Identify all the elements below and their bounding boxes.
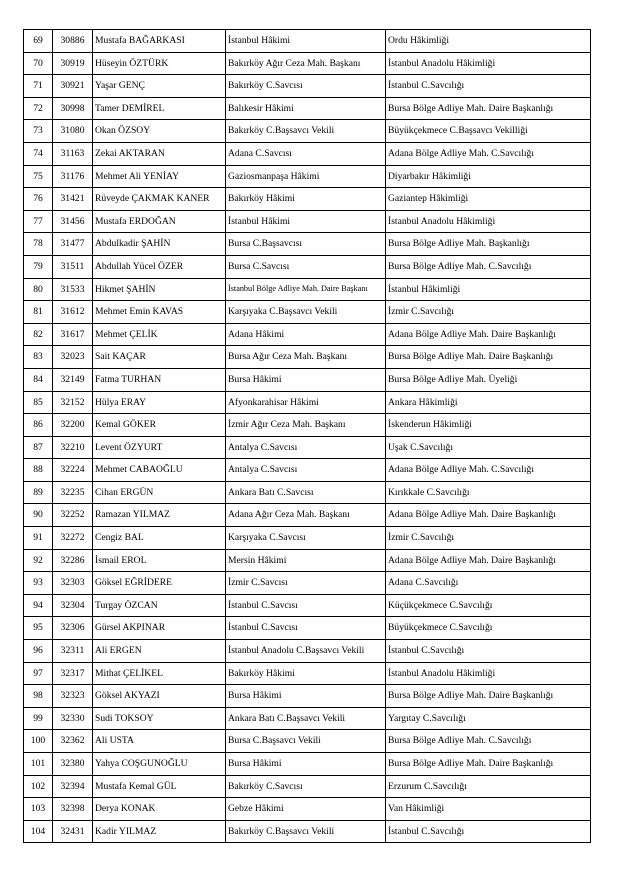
registry-number: 31456 (53, 210, 93, 233)
registry-number: 32362 (53, 730, 93, 753)
table-row (24, 594, 591, 617)
new-post: İstanbul C.Savcılığı (386, 75, 591, 98)
registry-number: 31176 (53, 165, 93, 188)
registry-number: 32398 (53, 798, 93, 821)
row-number: 74 (24, 142, 53, 165)
person-name: Mustafa BAĞARKASI (93, 30, 226, 53)
previous-post: Bakırköy C.Savcısı (226, 775, 386, 798)
new-post: Adana C.Savcılığı (386, 572, 591, 595)
new-post: İzmir C.Savcılığı (386, 301, 591, 324)
registry-number: 32210 (53, 436, 93, 459)
registry-number: 31080 (53, 120, 93, 143)
new-post: Kırıkkale C.Savcılığı (386, 481, 591, 504)
person-name: Göksel EĞRİDERE (93, 572, 226, 595)
previous-post: Karşıyaka C.Savcısı (226, 527, 386, 550)
person-name: Mithat ÇELİKEL (93, 662, 226, 685)
row-number: 97 (24, 662, 53, 685)
row-number: 69 (24, 30, 53, 53)
previous-post: Bursa Hâkimi (226, 368, 386, 391)
table-row (24, 233, 591, 256)
table-row (24, 730, 591, 753)
person-name: Mehmet Ali YENİAY (93, 165, 226, 188)
new-post: Bursa Bölge Adliye Mah. Daire Başkanlığı (386, 346, 591, 369)
previous-post: Bursa Ağır Ceza Mah. Başkanı (226, 346, 386, 369)
previous-post: İstanbul Hâkimi (226, 210, 386, 233)
table-row (24, 662, 591, 685)
new-post: Uşak C.Savcılığı (386, 436, 591, 459)
row-number: 78 (24, 233, 53, 256)
new-post: İstanbul Anadolu Hâkimliği (386, 210, 591, 233)
table-row (24, 120, 591, 143)
registry-number: 31163 (53, 142, 93, 165)
person-name: Mehmet ÇELİK (93, 323, 226, 346)
previous-post: İstanbul Anadolu C.Başsavcı Vekili (226, 640, 386, 663)
person-name: Mehmet CABAOĞLU (93, 459, 226, 482)
registry-number: 32311 (53, 640, 93, 663)
person-name: Hüseyin ÖZTÜRK (93, 52, 226, 75)
table-row (24, 97, 591, 120)
person-name: Göksel AKYAZI (93, 685, 226, 708)
table-row (24, 549, 591, 572)
registry-number: 32023 (53, 346, 93, 369)
person-name: İsmail EROL (93, 549, 226, 572)
new-post: Bursa Bölge Adliye Mah. C.Savcılığı (386, 730, 591, 753)
previous-post: Bakırköy Ağır Ceza Mah. Başkanı (226, 52, 386, 75)
table-row (24, 617, 591, 640)
new-post: Bursa Bölge Adliye Mah. Daire Başkanlığı (386, 97, 591, 120)
new-post: Adana Bölge Adliye Mah. Daire Başkanlığı (386, 323, 591, 346)
table-body (24, 30, 591, 843)
new-post: Adana Bölge Adliye Mah. Daire Başkanlığı (386, 549, 591, 572)
row-number: 87 (24, 436, 53, 459)
row-number: 98 (24, 685, 53, 708)
previous-post: Bakırköy Hâkimi (226, 662, 386, 685)
document-page (23, 29, 590, 843)
previous-post: Adana Ağır Ceza Mah. Başkanı (226, 504, 386, 527)
row-number: 75 (24, 165, 53, 188)
previous-post: Bursa C.Savcısı (226, 255, 386, 278)
person-name: Mustafa Kemal GÜL (93, 775, 226, 798)
registry-number: 31477 (53, 233, 93, 256)
person-name: Kemal GÖKER (93, 414, 226, 437)
table-row (24, 323, 591, 346)
new-post: Yargıtay C.Savcılığı (386, 707, 591, 730)
person-name: Sudi TOKSOY (93, 707, 226, 730)
new-post: Bursa Bölge Adliye Mah. C.Savcılığı (386, 255, 591, 278)
table-row (24, 368, 591, 391)
table-row (24, 414, 591, 437)
row-number: 72 (24, 97, 53, 120)
row-number: 70 (24, 52, 53, 75)
table-row (24, 481, 591, 504)
new-post: Adana Bölge Adliye Mah. C.Savcılığı (386, 142, 591, 165)
person-name: Abdullah Yücel ÖZER (93, 255, 226, 278)
row-number: 100 (24, 730, 53, 753)
new-post: Küçükçekmece C.Savcılığı (386, 594, 591, 617)
new-post: Büyükçekmece C.Savcılığı (386, 617, 591, 640)
person-name: Yahya COŞGUNOĞLU (93, 753, 226, 776)
row-number: 92 (24, 549, 53, 572)
row-number: 85 (24, 391, 53, 414)
new-post: İskenderun Hâkimliği (386, 414, 591, 437)
person-name: Ali ERGEN (93, 640, 226, 663)
registry-number: 32330 (53, 707, 93, 730)
person-name: Rüveyde ÇAKMAK KANER (93, 188, 226, 211)
new-post: İzmir C.Savcılığı (386, 527, 591, 550)
row-number: 104 (24, 820, 53, 843)
registry-number: 32235 (53, 481, 93, 504)
previous-post: Bursa Hâkimi (226, 685, 386, 708)
registry-number: 31511 (53, 255, 93, 278)
person-name: Kadir YILMAZ (93, 820, 226, 843)
row-number: 103 (24, 798, 53, 821)
new-post: İstanbul Hâkimliği (386, 278, 591, 301)
row-number: 83 (24, 346, 53, 369)
person-name: Hülya ERAY (93, 391, 226, 414)
previous-post: Ankara Batı C.Başsavcı Vekili (226, 707, 386, 730)
table-row (24, 165, 591, 188)
registry-number: 31421 (53, 188, 93, 211)
table-row (24, 188, 591, 211)
registry-number: 32303 (53, 572, 93, 595)
registry-number: 30886 (53, 30, 93, 53)
person-name: Tamer DEMİREL (93, 97, 226, 120)
table-row (24, 210, 591, 233)
row-number: 101 (24, 753, 53, 776)
table-row (24, 527, 591, 550)
person-name: Turgay ÖZCAN (93, 594, 226, 617)
row-number: 86 (24, 414, 53, 437)
registry-number: 32224 (53, 459, 93, 482)
person-name: Okan ÖZSOY (93, 120, 226, 143)
registry-number: 32304 (53, 594, 93, 617)
registry-number: 30919 (53, 52, 93, 75)
new-post: Bursa Bölge Adliye Mah. Daire Başkanlığı (386, 753, 591, 776)
previous-post: Antalya C.Savcısı (226, 436, 386, 459)
person-name: Cihan ERGÜN (93, 481, 226, 504)
person-name: Ramazan YILMAZ (93, 504, 226, 527)
table-row (24, 775, 591, 798)
table-row (24, 753, 591, 776)
person-name: Ali USTA (93, 730, 226, 753)
new-post: Ankara Hâkimliği (386, 391, 591, 414)
previous-post: Bakırköy Hâkimi (226, 188, 386, 211)
previous-post: Bakırköy C.Savcısı (226, 75, 386, 98)
table-row (24, 640, 591, 663)
row-number: 79 (24, 255, 53, 278)
row-number: 81 (24, 301, 53, 324)
registry-number: 32394 (53, 775, 93, 798)
previous-post: Balıkesir Hâkimi (226, 97, 386, 120)
table-row (24, 459, 591, 482)
registry-number: 32152 (53, 391, 93, 414)
row-number: 84 (24, 368, 53, 391)
registry-number: 30998 (53, 97, 93, 120)
previous-post: Bursa Hâkimi (226, 753, 386, 776)
table-row (24, 75, 591, 98)
table-row (24, 346, 591, 369)
table-row (24, 436, 591, 459)
row-number: 90 (24, 504, 53, 527)
new-post: Bursa Bölge Adliye Mah. Daire Başkanlığı (386, 685, 591, 708)
registry-number: 32272 (53, 527, 93, 550)
new-post: İstanbul C.Savcılığı (386, 640, 591, 663)
previous-post: Ankara Batı C.Savcısı (226, 481, 386, 504)
table-row (24, 142, 591, 165)
previous-post: İstanbul C.Savcısı (226, 594, 386, 617)
new-post: Erzurum C.Savcılığı (386, 775, 591, 798)
new-post: İstanbul C.Savcılığı (386, 820, 591, 843)
table-row (24, 301, 591, 324)
row-number: 71 (24, 75, 53, 98)
row-number: 99 (24, 707, 53, 730)
table-row (24, 707, 591, 730)
row-number: 102 (24, 775, 53, 798)
previous-post: Adana Hâkimi (226, 323, 386, 346)
registry-number: 31617 (53, 323, 93, 346)
table-row (24, 278, 591, 301)
row-number: 94 (24, 594, 53, 617)
new-post: Adana Bölge Adliye Mah. Daire Başkanlığı (386, 504, 591, 527)
person-name: Hikmet ŞAHİN (93, 278, 226, 301)
person-name: Zekai AKTARAN (93, 142, 226, 165)
previous-post: Gaziosmanpaşa Hâkimi (226, 165, 386, 188)
table-row (24, 798, 591, 821)
new-post: Bursa Bölge Adliye Mah. Üyeliği (386, 368, 591, 391)
new-post: Ordu Hâkimliği (386, 30, 591, 53)
row-number: 89 (24, 481, 53, 504)
previous-post: Adana C.Savcısı (226, 142, 386, 165)
person-name: Mehmet Emin KAVAS (93, 301, 226, 324)
previous-post: Mersin Hâkimi (226, 549, 386, 572)
new-post: Büyükçekmece C.Başsavcı Vekilliği (386, 120, 591, 143)
previous-post: Afyonkarahisar Hâkimi (226, 391, 386, 414)
person-name: Cengiz BAL (93, 527, 226, 550)
registry-number: 31533 (53, 278, 93, 301)
table-row (24, 52, 591, 75)
table-row (24, 572, 591, 595)
previous-post: İzmir C.Savcısı (226, 572, 386, 595)
previous-post: İstanbul Hâkimi (226, 30, 386, 53)
person-name: Levent ÖZYURT (93, 436, 226, 459)
row-number: 80 (24, 278, 53, 301)
row-number: 73 (24, 120, 53, 143)
registry-number: 30921 (53, 75, 93, 98)
new-post: Adana Bölge Adliye Mah. C.Savcılığı (386, 459, 591, 482)
row-number: 77 (24, 210, 53, 233)
registry-number: 32252 (53, 504, 93, 527)
previous-post: İzmir Ağır Ceza Mah. Başkanı (226, 414, 386, 437)
row-number: 93 (24, 572, 53, 595)
row-number: 76 (24, 188, 53, 211)
registry-number: 32286 (53, 549, 93, 572)
new-post: Bursa Bölge Adliye Mah. Başkanlığı (386, 233, 591, 256)
previous-post: Bursa C.Başsavcısı (226, 233, 386, 256)
person-name: Mustafa ERDOĞAN (93, 210, 226, 233)
registry-number: 32323 (53, 685, 93, 708)
previous-post: İstanbul C.Savcısı (226, 617, 386, 640)
table-row (24, 255, 591, 278)
table-row (24, 685, 591, 708)
row-number: 82 (24, 323, 53, 346)
previous-post: Antalya C.Savcısı (226, 459, 386, 482)
new-post: İstanbul Anadolu Hâkimliği (386, 52, 591, 75)
registry-number: 32200 (53, 414, 93, 437)
row-number: 88 (24, 459, 53, 482)
registry-number: 32431 (53, 820, 93, 843)
row-number: 91 (24, 527, 53, 550)
previous-post: Bakırköy C.Başsavcı Vekili (226, 120, 386, 143)
table-row (24, 30, 591, 53)
previous-post: Karşıyaka C.Başsavcı Vekili (226, 301, 386, 324)
person-name: Gürsel AKPINAR (93, 617, 226, 640)
new-post: Diyarbakır Hâkimliği (386, 165, 591, 188)
new-post: İstanbul Anadolu Hâkimliği (386, 662, 591, 685)
table-row (24, 820, 591, 843)
person-name: Fatma TURHAN (93, 368, 226, 391)
new-post: Van Hâkimliği (386, 798, 591, 821)
previous-post: Bakırköy C.Başsavcı Vekili (226, 820, 386, 843)
person-name: Yaşar GENÇ (93, 75, 226, 98)
registry-number: 32149 (53, 368, 93, 391)
previous-post: Gebze Hâkimi (226, 798, 386, 821)
person-name: Sait KAÇAR (93, 346, 226, 369)
table-row (24, 391, 591, 414)
registry-number: 32306 (53, 617, 93, 640)
row-number: 95 (24, 617, 53, 640)
registry-number: 32317 (53, 662, 93, 685)
appointment-table (23, 29, 591, 843)
previous-post: Bursa C.Başsavcı Vekili (226, 730, 386, 753)
previous-post: İstanbul Bölge Adliye Mah. Daire Başkanı (226, 278, 386, 301)
person-name: Derya KONAK (93, 798, 226, 821)
table-row (24, 504, 591, 527)
row-number: 96 (24, 640, 53, 663)
registry-number: 31612 (53, 301, 93, 324)
new-post: Gaziantep Hâkimliği (386, 188, 591, 211)
person-name: Abdulkadir ŞAHİN (93, 233, 226, 256)
registry-number: 32380 (53, 753, 93, 776)
